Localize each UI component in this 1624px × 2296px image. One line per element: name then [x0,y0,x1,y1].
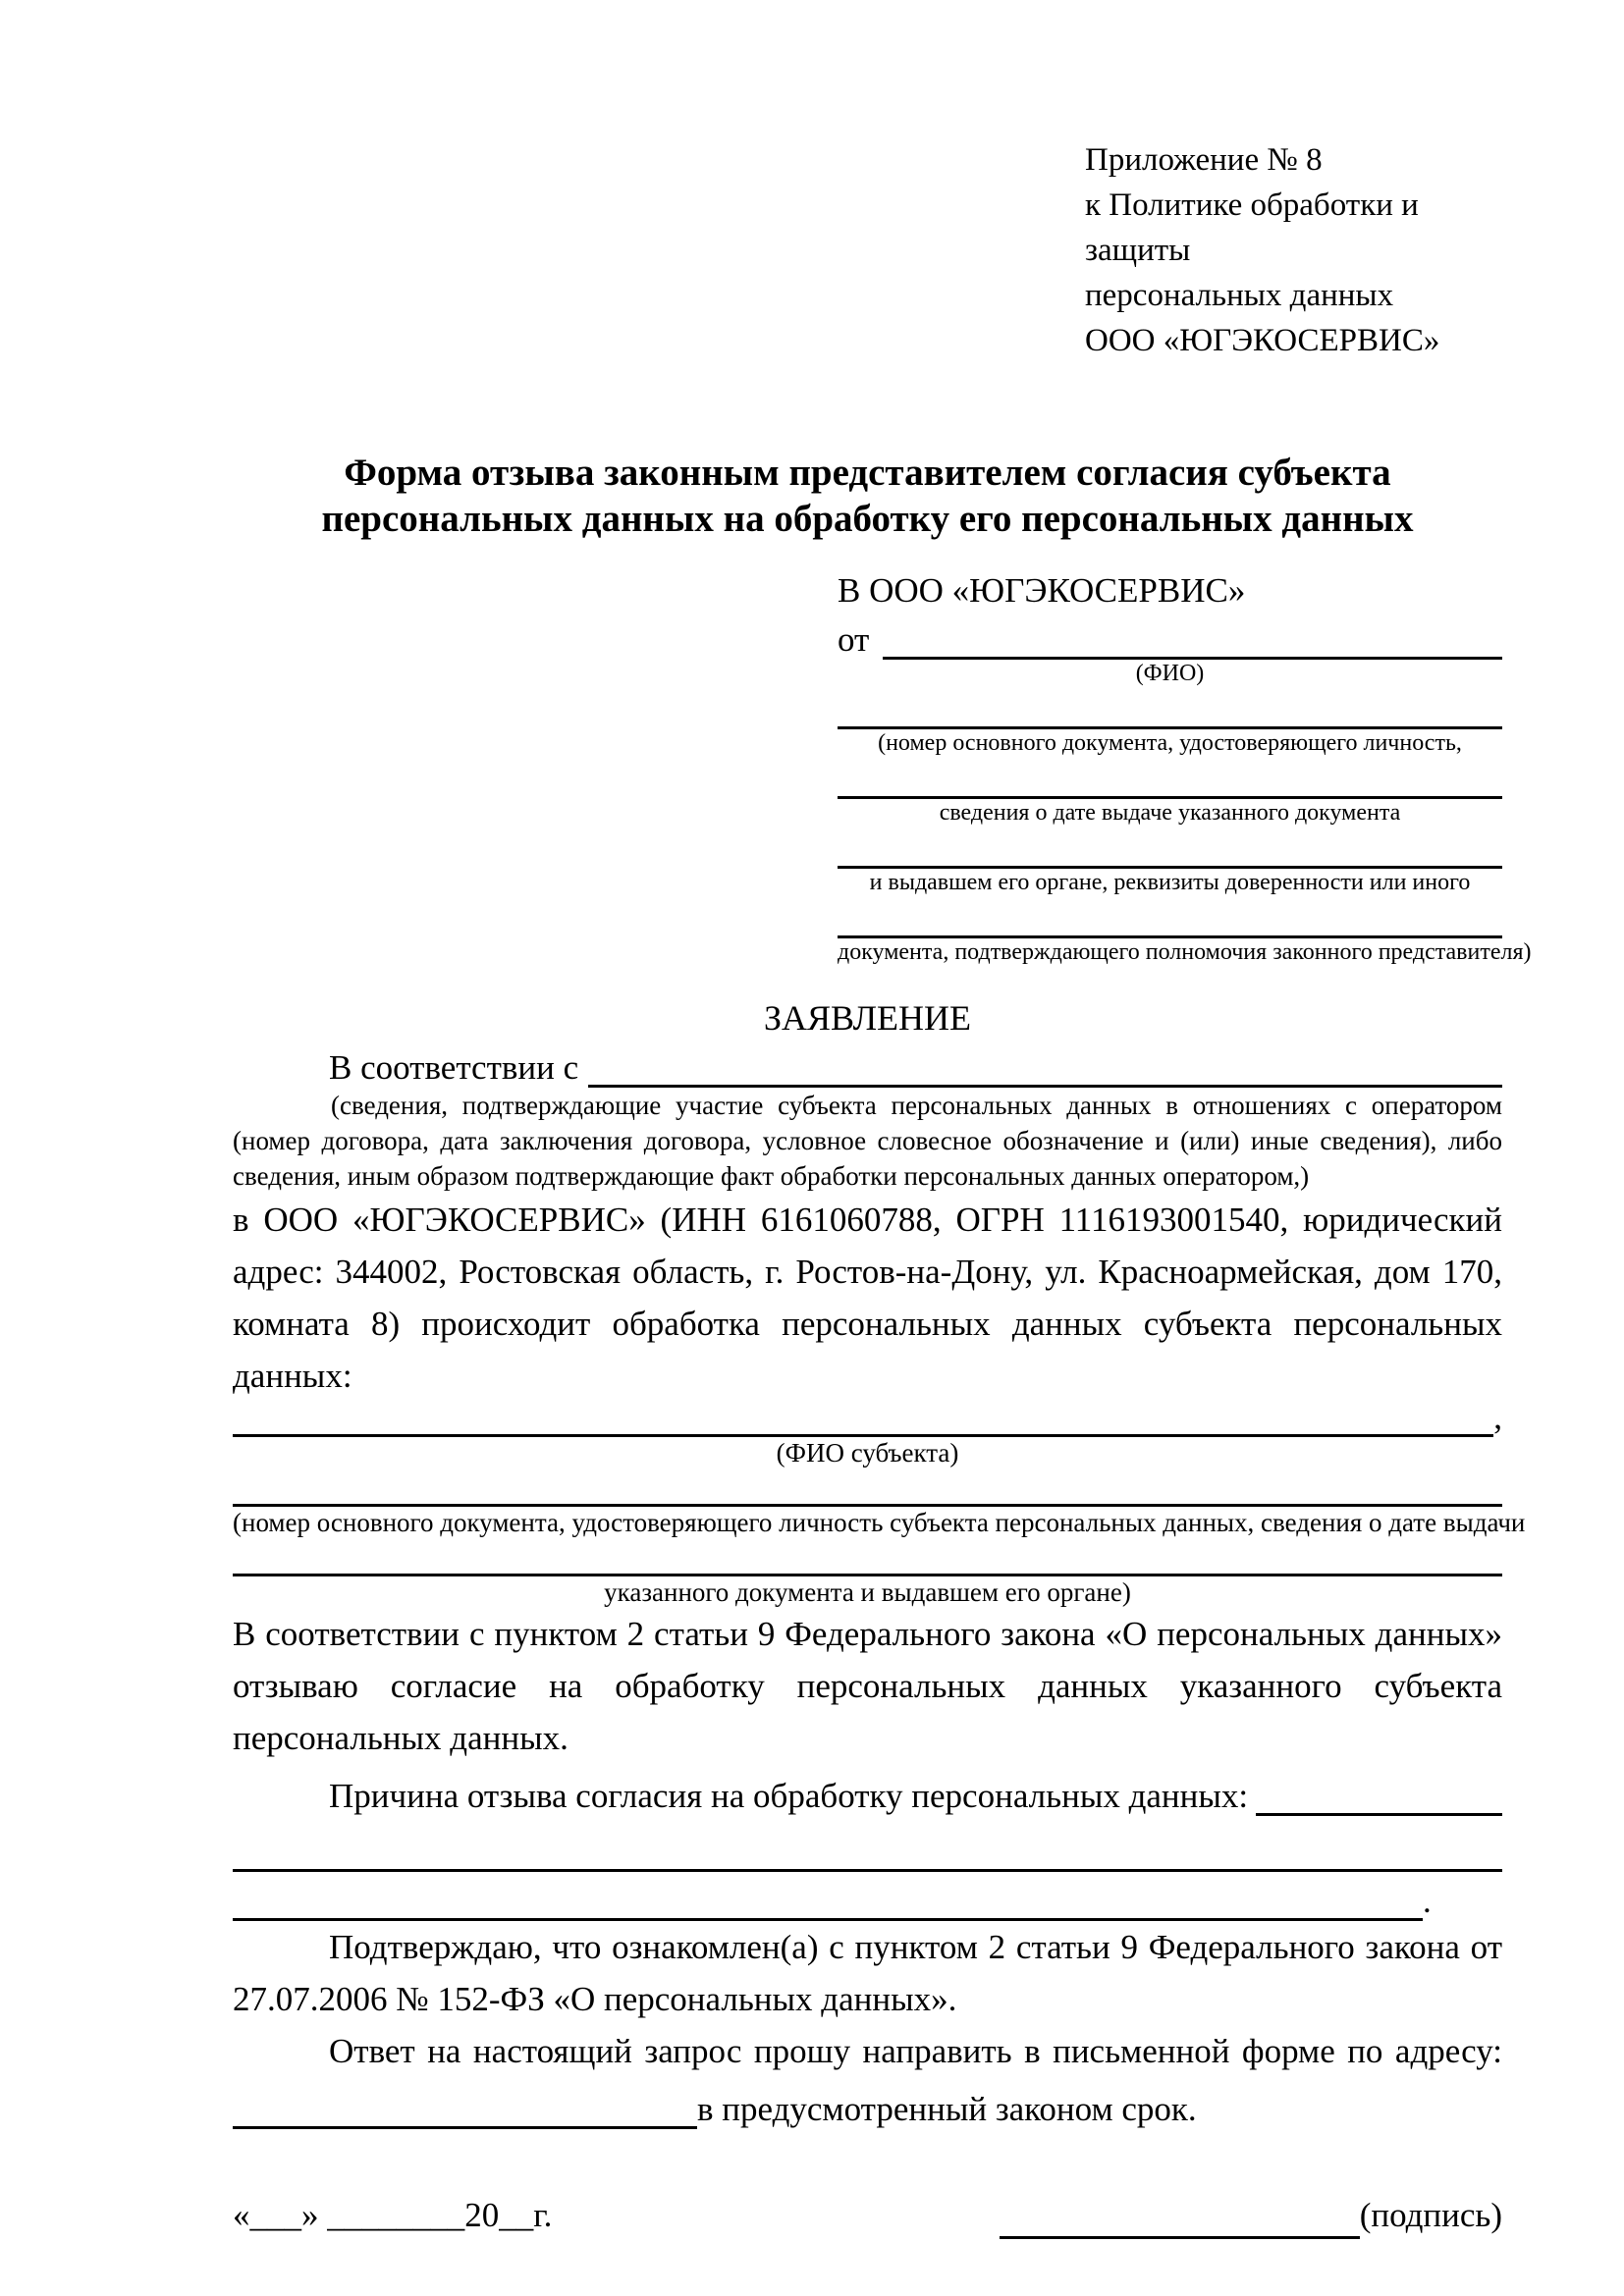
subject-fio-caption: (ФИО субъекта) [776,1438,959,1468]
subject-fio-row [233,1398,1502,1437]
document-title-line-1: Форма отзыва законным представителем согласия субъекта [344,452,1391,494]
from-row [838,614,1502,660]
reason-field-line-1[interactable] [1256,1813,1502,1816]
appendix-header-line-1: Приложение № 8 [1085,142,1323,178]
representative-doc-field-4[interactable] [838,896,1502,938]
confirm-paragraph: Подтверждаю, что ознакомлен(а) с пунктом 2 статьи 9 Федерального закона от 27.07.2006 № 152-ФЗ «О персональных данных». [233,1928,1502,2018]
appendix-header-line-2: к Политике обработки и защиты [1085,187,1419,268]
subject-doc-field-2[interactable] [233,1538,1502,1576]
reason-terminator: . [1423,1882,1432,1920]
representative-doc-field-3[interactable] [838,827,1502,869]
representative-doc-field-2[interactable] [838,757,1502,799]
appendix-header [1085,0,1502,363]
addressee-block [838,567,1532,966]
reason-label: Причина отзыва согласия на обработку персональных данных: [329,1777,1249,1815]
subject-doc-field-1[interactable] [233,1468,1502,1507]
representative-doc-caption-4: документа, подтверждающего полномочия законного представителя) [838,939,1532,965]
appendix-header-line-4: ООО «ЮГЭКОСЕРВИС» [1085,323,1440,358]
document-title-line-2: персональных данных на обработку его персональных данных [321,498,1414,540]
reply-address-field[interactable] [233,2125,697,2129]
document-title [233,450,1502,542]
reason-field-line-2[interactable] [233,1816,1502,1872]
representative-doc-caption-3: и выдавшем его органе, реквизиты доверенности или иного [869,870,1471,895]
from-label: от [838,620,870,659]
subject-fio-comma: , [1493,1398,1502,1436]
date-line: «___» ________20__г. [233,2196,553,2234]
reason-row-end [233,1872,1502,1921]
reason-row [233,1764,1502,1816]
appendix-header-line-3: персональных данных [1085,278,1394,313]
subject-doc-caption-2: указанного документа и выдавшем его органе) [604,1577,1131,1607]
signature-caption: (подпись) [1359,2196,1502,2234]
signature-field[interactable] [1000,2235,1360,2239]
fio-caption: (ФИО) [1135,661,1205,686]
intro-note: (сведения, подтверждающие участие субъекта персональных данных в отношениях с оператором (номер договора, дата заключения договора, условное словесное обозначение и (или) иные сведения), либо сведения, иным образом подтверждающие факт обработки персональных данных оператором,) [233,1091,1502,1191]
withdrawal-paragraph: В соответствии с пунктом 2 статьи 9 Федерального закона «О персональных данных» отзываю согласие на обработку персональных данных указанного субъекта персональных данных. [233,1615,1502,1757]
reply-suffix: в предусмотренный законом срок. [697,2090,1197,2128]
representative-doc-field-1[interactable] [838,687,1502,729]
reply-paragraph: Ответ на настоящий запрос прошу направить в письменной форме по адресу: [329,2032,1502,2070]
statement-heading: ЗАЯВЛЕНИЕ [763,998,972,1038]
addressee-org: В ООО «ЮГЭКОСЕРВИС» [838,571,1246,610]
representative-doc-caption-2: сведения о дате выдаче указанного документа [939,800,1401,826]
intro-row [233,1041,1502,1088]
reply-address-row [233,2077,1502,2129]
operator-paragraph: в ООО «ЮГЭКОСЕРВИС» (ИНН 6161060788, ОГРН 1116193001540, юридический адрес: 344002, Ростовская область, г. Ростов-на-Дону, ул. Красноармейская, дом 170, комната 8) происходит обработка персональных данных субъекта персональных данных: [233,1201,1502,1395]
signature-block [1000,2192,1502,2239]
signature-footer [233,2192,1502,2239]
subject-doc-caption-1: (номер основного документа, удостоверяющего личность субъекта персональных данных, сведения о дате выдачи [233,1508,1526,1537]
intro-label: В соответствии с [329,1048,579,1087]
representative-doc-caption-1: (номер основного документа, удостоверяющего личность, [878,730,1462,756]
